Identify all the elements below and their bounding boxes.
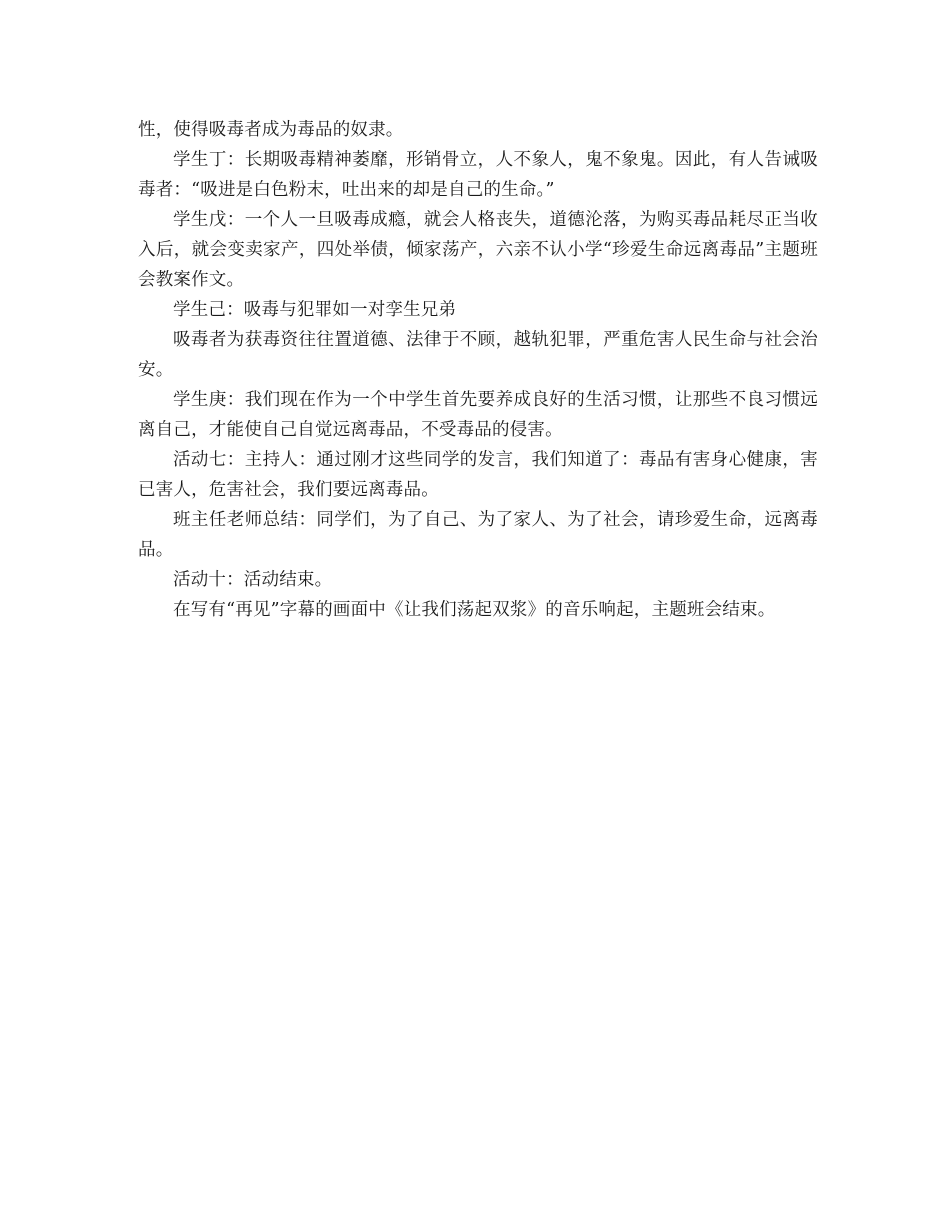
paragraph-student-ji: 学生己：吸毒与犯罪如一对孪生兄弟 xyxy=(173,300,457,320)
paragraph-student-geng: 学生庚：我们现在作为一个中学生首先要养成良好的生活习惯，让那些不良习惯远离自己，才能使自己自觉远离毒品，不受毒品的侵害。 xyxy=(138,390,818,440)
paragraph-activity-seven: 活动七：主持人：通过刚才这些同学的发言，我们知道了：毒品有害身心健康，害已害人，危害社会，我们要远离毒品。 xyxy=(138,450,818,500)
paragraph-drug-crime: 吸毒者为获毒资往往置道德、法律于不顾，越轨犯罪，严重危害人民生命与社会治安。 xyxy=(138,330,818,380)
paragraph-student-ding: 学生丁：长期吸毒精神萎靡，形销骨立，人不象人，鬼不象鬼。因此，有人告诫吸毒者：“吸进是白色粉末，吐出来的却是自己的生命。” xyxy=(138,150,818,200)
paragraph-student-wu: 学生戊：一个人一旦吸毒成瘾，就会人格丧失，道德沦落，为购买毒品耗尽正当收入后，就会变卖家产，四处举债，倾家荡产，六亲不认小学“珍爱生命远离毒品”主题班会教案作文。 xyxy=(138,210,818,290)
paragraph-teacher-summary: 班主任老师总结：同学们，为了自己、为了家人、为了社会，请珍爱生命，远离毒品。 xyxy=(138,510,818,560)
document-body xyxy=(138,115,818,625)
paragraph-activity-ten: 活动十：活动结束。 xyxy=(173,570,333,590)
paragraph-continuation: 性，使得吸毒者成为毒品的奴隶。 xyxy=(138,120,404,140)
paragraph-closing: 在写有“再见”字幕的画面中《让我们荡起双浆》的音乐响起，主题班会结束。 xyxy=(173,600,776,620)
